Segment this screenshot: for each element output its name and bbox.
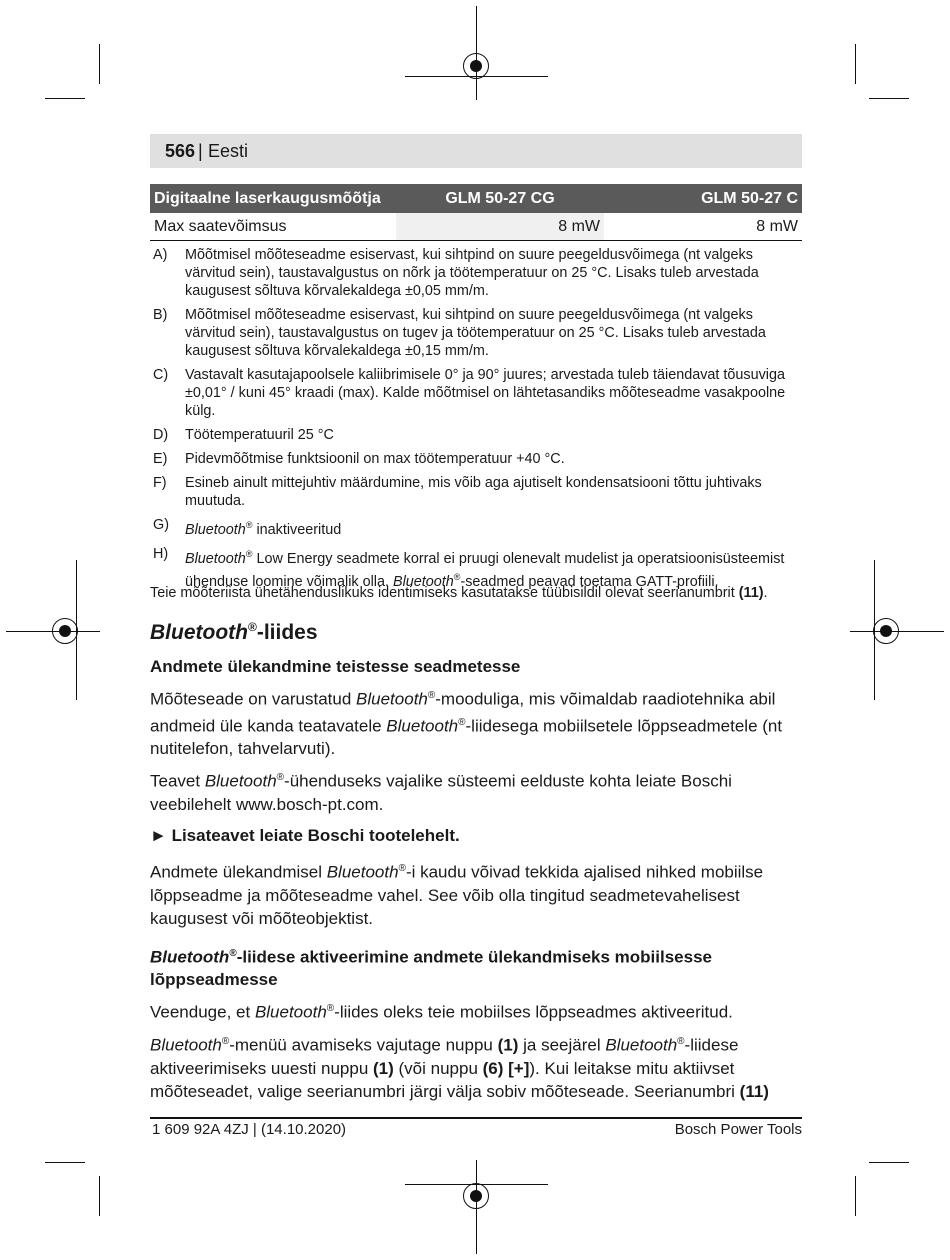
footnote-text: Vastavalt kasutajapoolsele kaliibrimisele 0° ja 90° juures; arvestada tuleb täiendavat tõusuviga ±0,01° / kuni 45° kraadi (max). Kalde mõõtmisel on lähtetasandiks mõõteseadme vasakpoolne külg.: [185, 367, 786, 419]
footnote-text: Bluetooth® inaktiveeritud: [185, 520, 342, 538]
footnote: [150, 306, 802, 360]
subsection-title: Andmete ülekandmine teistesse seadmetesse: [150, 657, 521, 676]
crop-mark: [99, 44, 100, 84]
header-separator: |: [198, 141, 203, 161]
column-header: GLM 50-27 CG: [396, 184, 604, 213]
crop-mark: [45, 98, 85, 99]
triangle-bullet-icon: ►: [150, 825, 167, 845]
footnote: [150, 516, 802, 539]
footnote: [150, 450, 802, 468]
paragraph: Teavet Bluetooth®-ühenduseks vajalike süsteemi eelduste kohta leiate Boschi veebilehelt www.bosch-pt.com.: [150, 771, 732, 814]
crop-mark: [855, 44, 856, 84]
paragraph: Bluetooth®-menüü avamiseks vajutage nuppu (1) ja seejärel Bluetooth®-liidese aktiveerimiseks uuesti nuppu (1) (või nuppu (6) [+]). Kui leitakse mitu aktiivset mõõteseadet, valige seerianumbri järgi välja sobiv mõõteseade. Seerianumbri (11): [150, 1035, 769, 1101]
publisher-name: Bosch Power Tools: [674, 1121, 802, 1138]
footnote-text: Töötemperatuuril 25 °C: [185, 427, 334, 443]
crop-mark: [869, 98, 909, 99]
footnote-text: Pidevmõõtmise funktsioonil on max töötemperatuur +40 °C.: [185, 451, 565, 467]
crop-mark: [99, 1176, 100, 1216]
footnote-label: E): [153, 451, 168, 467]
document-code: 1 609 92A 4ZJ | (14.10.2020): [152, 1121, 347, 1138]
footnote-label: B): [153, 307, 168, 323]
footnote-label: F): [153, 475, 167, 491]
subsection-title: Bluetooth®-liidese aktiveerimine andmete ülekandmiseks mobiilsesse lõppseadmesse: [150, 947, 712, 990]
paragraph: Veenduge, et Bluetooth®-liides oleks teie mobiilses lõppseadmes aktiveeritud.: [150, 1002, 733, 1022]
page-header: [150, 134, 802, 168]
registration-mark-icon: [463, 1183, 489, 1209]
row-label: Max saatevõimsus: [150, 213, 396, 241]
footnote: [150, 426, 802, 444]
footnote-text: Bluetooth® Low Energy seadmete korral ei pruugi olenevalt mudelist ja operatsioonisüsteemist ühenduse loomine võimalik olla. Bluetooth®-seadmed peavad toetama GATT-profiili.: [185, 548, 785, 590]
footnote-label: A): [153, 247, 168, 263]
bluetooth-section: [150, 620, 805, 1109]
footnote-label: D): [153, 427, 169, 443]
cell-value: 8 mW: [396, 213, 604, 241]
page-number: 566: [165, 141, 196, 161]
section-title: Bluetooth®-liides: [150, 620, 318, 644]
footer-rule: [150, 1117, 802, 1119]
footnote-label: C): [153, 367, 169, 383]
footnote-text: Mõõtmisel mõõteseadme esiservast, kui sihtpind on suure peegeldusvõimega (nt valgeks värvitud sein), taustavalgustus on nõrk ja töötemperatuur on 25 °C. Lisaks tuleb arvestada kaugusest sõltuva kõrvalekaldega ±0,05 mm/m.: [185, 247, 759, 299]
footnotes: [150, 246, 802, 596]
registration-mark-icon: [873, 618, 899, 644]
table-header-row: [150, 184, 802, 213]
bullet-note: ► Lisateavet leiate Boschi tootelehelt.: [150, 825, 460, 845]
footnote-text: Esineb ainult mittejuhtiv määrdumine, mis võib aga ajutiselt kondensatsiooni tõttu juhtivaks muutuda.: [185, 475, 762, 509]
crop-mark: [869, 1162, 909, 1163]
footnote: [150, 474, 802, 510]
paragraph: Mõõteseade on varustatud Bluetooth®-mooduliga, mis võimaldab raadiotehnika abil andmeid üle kanda teatavatele Bluetooth®-liidesega mobiilsetele lõppseadmetele (nt nutitelefon, tahvelarvuti).: [150, 689, 783, 759]
table-row: [150, 213, 802, 241]
footnote-label: H): [153, 545, 169, 562]
footnote: [150, 246, 802, 300]
footnote-label: G): [153, 517, 169, 533]
footnote: [150, 366, 802, 420]
crop-mark: [855, 1176, 856, 1216]
header-language: Eesti: [208, 141, 249, 161]
cell-value: 8 mW: [604, 213, 802, 241]
registration-mark-icon: [52, 618, 78, 644]
crop-mark: [45, 1162, 85, 1163]
paragraph: Andmete ülekandmisel Bluetooth®-i kaudu võivad tekkida ajalised nihked mobiilse lõppseadme ja mõõteseadme vahel. See võib olla tingitud seadmetevahelisest kaugusest või mõõteobjektist.: [150, 862, 764, 928]
serial-number-note: Teie mõõteriista ühetähenduslikuks identimiseks kasutatakse tüübisildil olevat seerianumbrit (11).: [150, 585, 768, 601]
column-header: GLM 50-27 C: [604, 184, 802, 213]
footnote-text: Mõõtmisel mõõteseadme esiservast, kui sihtpind on suure peegeldusvõimega (nt valgeks värvitud sein), taustavalgustus on tugev ja töötemperatuur on 25 °C. Lisaks tuleb arvestada kaugusest sõltuva kõrvalekaldega ±0,15 mm/m.: [185, 307, 766, 359]
spec-table: [150, 184, 802, 241]
registration-mark-icon: [463, 53, 489, 79]
column-header: Digitaalne laserkaugusmõõtja: [150, 184, 396, 213]
